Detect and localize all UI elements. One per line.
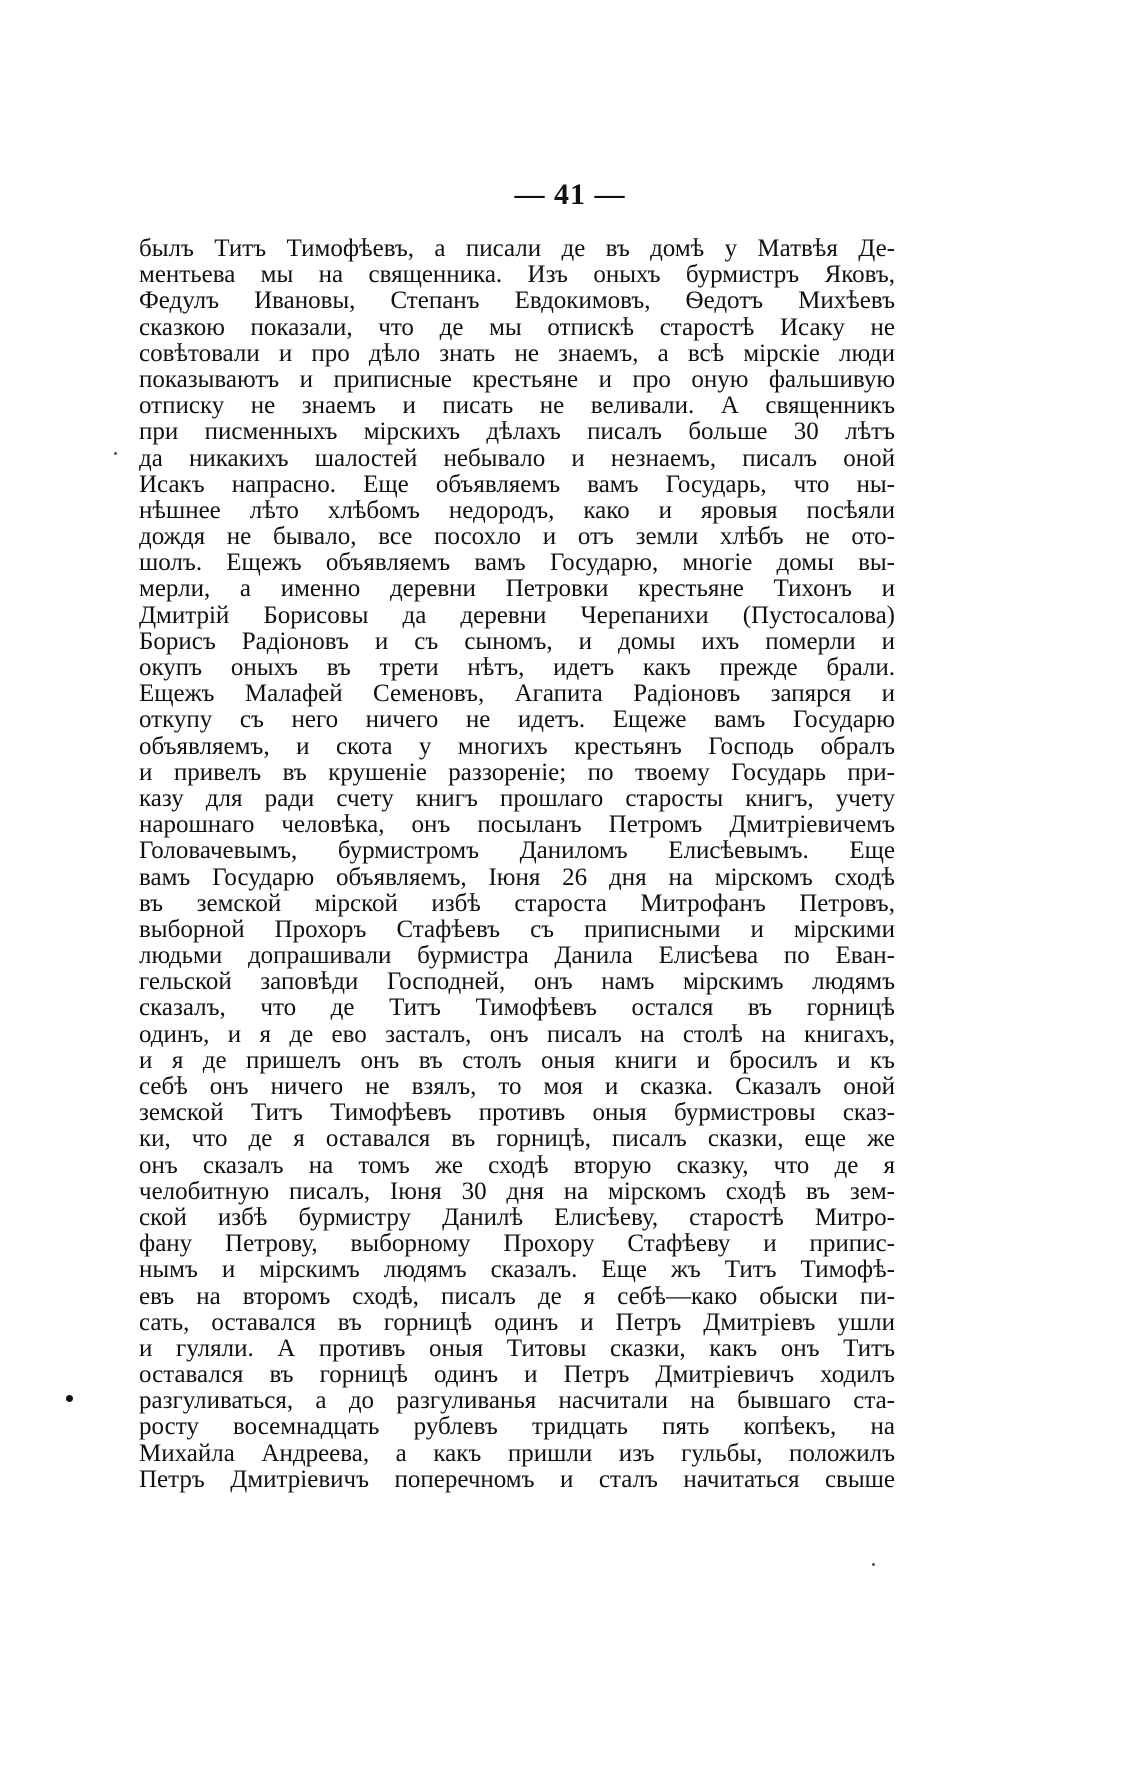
text-line: ментьева мы на священника. Изъ оныхъ бурмистръ Яковъ, bbox=[139, 262, 895, 289]
text-line: вамъ Государю объявляемъ, Іюня 26 дня на мірскомъ сходѣ bbox=[139, 864, 895, 891]
text-line: Федулъ Ивановы, Степанъ Евдокимовъ, Ѳедотъ Михѣевъ bbox=[139, 288, 895, 315]
text-line: онъ сказалъ на томъ же сходѣ вторую сказку, что де я bbox=[139, 1152, 895, 1179]
text-line: объявляемъ, и скота у многихъ крестьянъ Господь обралъ bbox=[139, 733, 895, 760]
text-line: и я де пришелъ онъ въ столъ оныя книги и бросилъ и къ bbox=[139, 1047, 895, 1074]
text-line: окупъ оныхъ въ трети нѣтъ, идетъ какъ прежде брали. bbox=[139, 655, 895, 681]
text-line: нымъ и мірскимъ людямъ сказалъ. Еще жъ Титъ Тимофѣ- bbox=[139, 1257, 895, 1284]
text-line: оставался въ горницѣ одинъ и Петръ Дмитріевичъ ходилъ bbox=[139, 1362, 895, 1389]
text-line: Михайла Андреева, а какъ пришли изъ гульбы, положилъ bbox=[139, 1440, 895, 1467]
text-line: земской Титъ Тимофѣевъ противъ оныя бурмистровы сказ- bbox=[139, 1100, 895, 1127]
text-line: Петръ Дмитріевичъ поперечномъ и сталъ начитаться свыше bbox=[139, 1466, 895, 1493]
text-line: челобитную писалъ, Іюня 30 дня на мірскомъ сходѣ въ зем- bbox=[139, 1178, 895, 1205]
text-line: Дмитрій Борисовы да деревни Черепанихи (Пустосалова) bbox=[139, 602, 895, 629]
text-line: себѣ онъ ничего не взялъ, то моя и сказка. Сказалъ оной bbox=[139, 1074, 895, 1100]
text-line: Ещежъ Малафей Семеновъ, Агапита Радіоновъ запярся и bbox=[139, 681, 895, 708]
text-line: ской избѣ бурмистру Данилѣ Елисѣеву, старостѣ Митро- bbox=[139, 1204, 895, 1231]
text-line: былъ Титъ Тимофѣевъ, а писали де въ домѣ у Матвѣя Де- bbox=[139, 236, 895, 262]
text-line: казу для ради счету книгъ прошлаго старосты книгъ, учету bbox=[139, 785, 895, 812]
text-line: Исакъ напрасно. Еще объявляемъ вамъ Государь, что ны- bbox=[139, 471, 895, 498]
text-line: и привелъ въ крушеніе раззореніе; по твоему Государь при- bbox=[139, 759, 895, 786]
ink-speck bbox=[872, 1563, 875, 1566]
text-line: при писменныхъ мірскихъ дѣлахъ писалъ больше 30 лѣтъ bbox=[139, 419, 895, 446]
text-line: ки, что де я оставался въ горницѣ, писалъ сказки, еще же bbox=[139, 1126, 895, 1153]
text-line: да никакихъ шалостей небывало и незнаемъ, писалъ оной bbox=[139, 445, 895, 472]
ink-speck bbox=[66, 1395, 73, 1402]
text-line: въ земской мірской избѣ староста Митрофанъ Петровъ, bbox=[139, 890, 895, 917]
text-line: разгуливаться, а до разгуливанья насчитали на бывшаго ста- bbox=[139, 1388, 895, 1415]
text-line: сказкою показали, что де мы отпискѣ старостѣ Исаку не bbox=[139, 314, 895, 341]
ink-speck bbox=[114, 452, 117, 455]
text-line: одинъ, и я де ево засталъ, онъ писалъ на столѣ на книгахъ, bbox=[139, 1021, 895, 1048]
page-number: — 41 — bbox=[514, 178, 626, 211]
text-line: шолъ. Ещежъ объявляемъ вамъ Государю, многіе домы вы- bbox=[139, 550, 895, 577]
text-line: откупу съ него ничего не идетъ. Ещеже вамъ Государю bbox=[139, 707, 895, 734]
text-line: выборной Прохоръ Стафѣевъ съ приписными и мірскими bbox=[139, 916, 895, 943]
text-line: сать, оставался въ горницѣ одинъ и Петръ Дмитріевъ ушли bbox=[139, 1309, 895, 1336]
text-line: Борисъ Радіоновъ и съ сыномъ, и домы ихъ померли и bbox=[139, 628, 895, 655]
text-line: показываютъ и приписные крестьяне и про оную фальшивую bbox=[139, 366, 895, 393]
body-text bbox=[139, 236, 895, 1493]
text-line: нарошнаго человѣка, онъ посыланъ Петромъ Дмитріевичемъ bbox=[139, 812, 895, 839]
text-line: гельской заповѣди Господней, онъ намъ мірскимъ людямъ bbox=[139, 969, 895, 996]
text-line: Головачевымъ, бурмистромъ Даниломъ Елисѣевымъ. Еще bbox=[139, 838, 895, 865]
text-line: евъ на второмъ сходѣ, писалъ де я себѣ—како обыски пи- bbox=[139, 1283, 895, 1310]
text-line: нѣшнее лѣто хлѣбомъ недородъ, како и яровыя посѣяли bbox=[139, 497, 895, 524]
text-line: росту восемнадцать рублевъ тридцать пять копѣекъ, на bbox=[139, 1414, 895, 1441]
text-line: сказалъ, что де Титъ Тимофѣевъ остался въ горницѣ bbox=[139, 995, 895, 1022]
text-line: совѣтовали и про дѣло знать не знаемъ, а всѣ мірскіе люди bbox=[139, 340, 895, 367]
text-line: фану Петрову, выборному Прохору Стафѣеву и припис- bbox=[139, 1231, 895, 1258]
text-line: людьми допрашивали бурмистра Данила Елисѣева по Еван- bbox=[139, 943, 895, 970]
text-line: дождя не бывало, все посохло и отъ земли хлѣбъ не ото- bbox=[139, 524, 895, 551]
text-line: отписку не знаемъ и писать не веливали. А священникъ bbox=[139, 393, 895, 420]
text-line: и гуляли. А противъ оныя Титовы сказки, какъ онъ Титъ bbox=[139, 1335, 895, 1362]
text-line: мерли, а именно деревни Петровки крестьяне Тихонъ и bbox=[139, 576, 895, 603]
